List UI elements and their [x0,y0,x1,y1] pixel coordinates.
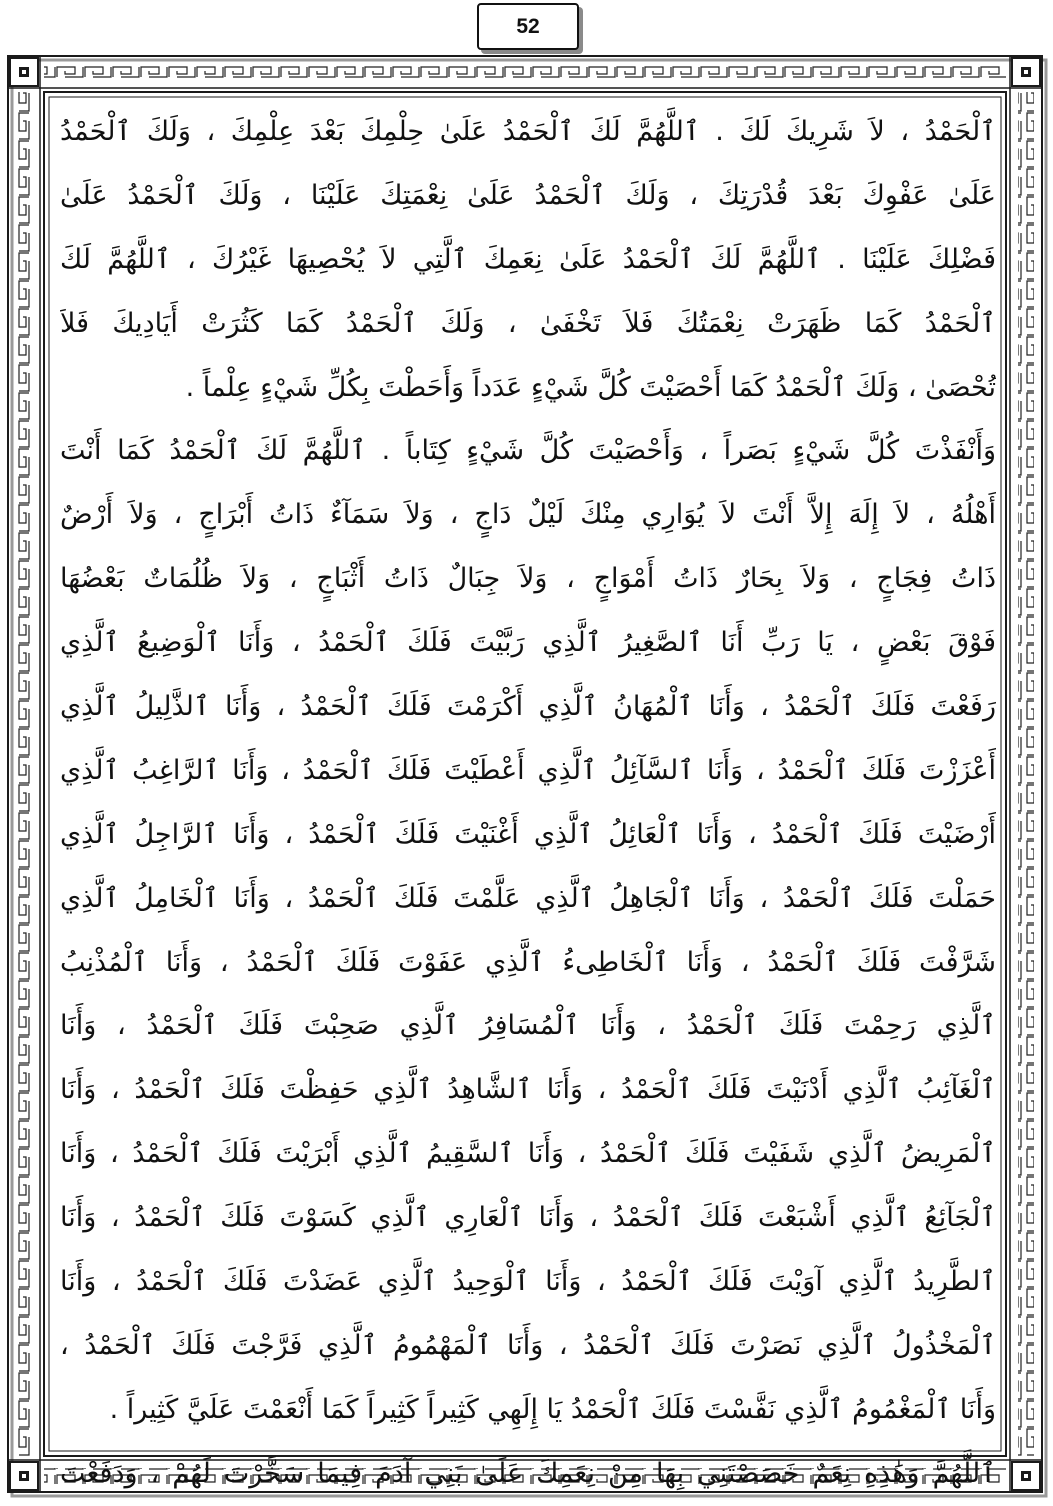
text-line: أَهْلُهُ ، لاَ إِلَهَ إِلاَّ أَنْتَ لاَ يُوَارِي مِنْكَ لَيْلٌ دَاجٍ ، وَلاَ سَمَآءٌ ذَاتُ أَبْرَاجٍ ، وَلاَ أَرْضٌ [60,499,996,531]
prayer-text-block [60,100,996,1489]
text-line: تُحْصَىٰ ، وَلَكَ ٱلْحَمْدُ كَمَا أَحْصَيْتَ كُلَّ شَيْءٍ عَدَداً وَأَحَطْتَ بِكُلِّ شَيْءٍ عِلْماً . [185,371,996,403]
text-line: ٱلْمَخْذُولُ ٱلَّذِي نَصَرْتَ فَلَكَ ٱلْحَمْدُ ، وَأَنَا ٱلْمَهْمُومُ ٱلَّذِي فَرَّجْتَ فَلَكَ ٱلْحَمْدُ ، [60,1329,996,1361]
text-line: ٱلْغَآئِبُ ٱلَّذِي أَدْنَيْتَ فَلَكَ ٱلْحَمْدُ ، وَأَنَا ٱلشَّاهِدُ ٱلَّذِي حَفِظْتَ فَلَكَ ٱلْحَمْدُ ، وَأَنَا [60,1074,996,1106]
text-line: حَمَلْتَ فَلَكَ ٱلْحَمْدُ ، وَأَنَا ٱلْجَاهِلُ ٱلَّذِي عَلَّمْتَ فَلَكَ ٱلْحَمْدُ ، وَأَنَا ٱلْخَامِلُ ٱلَّذِي [60,882,996,914]
corner-ornament [1012,58,1040,86]
text-line: ٱلَّذِي رَحِمْتَ فَلَكَ ٱلْحَمْدُ ، وَأَنَا ٱلْمُسَافِرُ ٱلَّذِي صَحِبْتَ فَلَكَ ٱلْحَمْدُ ، وَأَنَا [60,1010,996,1042]
text-line: وَأَنْفَذْتَ كُلَّ شَيْءٍ بَصَراً ، وَأَحْصَيْتَ كُلَّ شَيْءٍ كِتَاباً . ٱللَّهُمَّ لَكَ ٱلْحَمْدُ كَمَا أَنْتَ [60,435,996,467]
text-line: أَرْضَيْتَ فَلَكَ ٱلْحَمْدُ ، وَأَنَا ٱلْعَائِلُ ٱلَّذِي أَغْنَيْتَ فَلَكَ ٱلْحَمْدُ ، وَأَنَا ٱلرَّاجِلُ ٱلَّذِي [60,818,996,850]
text-line: ٱلْمَرِيضُ ٱلَّذِي شَفَيْتَ فَلَكَ ٱلْحَمْدُ ، وَأَنَا ٱلسَّقِيمُ ٱلَّذِي أَبْرَيْتَ فَلَكَ ٱلْحَمْدُ ، وَأَنَا [60,1138,996,1170]
text-line: رَفَعْتَ فَلَكَ ٱلْحَمْدُ ، وَأَنَا ٱلْمُهَانُ ٱلَّذِي أَكْرَمْتَ فَلَكَ ٱلْحَمْدُ ، وَأَنَا ٱلذَّلِيلُ ٱلَّذِي [60,691,996,723]
text-line: ٱللَّهُمَّ وَهَٰذِهِ نِعَمٌ خَصَصْتَنِي بِهَا مِنْ نِعَمِكَ عَلَىٰ بَنِي آدَمَ فِيمَا سَخَّرْتَ لَهُمْ ، وَدَفَعْتَ [60,1457,996,1489]
text-line: ٱلْجَآئِعُ ٱلَّذِي أَشْبَعْتَ فَلَكَ ٱلْحَمْدُ ، وَأَنَا ٱلْعَارِي ٱلَّذِي كَسَوْتَ فَلَكَ ٱلْحَمْدُ ، وَأَنَا [60,1202,996,1234]
text-line: وَأَنَا ٱلْمَغْمُومُ ٱلَّذِي نَفَّسْتَ فَلَكَ ٱلْحَمْدُ يَا إِلَهِي كَثِيراً كَثِيراً كَمَا أَنْعَمْتَ عَلَيَّ كَثِيراً . [109,1393,996,1425]
text-line: عَلَىٰ عَفْوِكَ بَعْدَ قُدْرَتِكَ ، وَلَكَ ٱلْحَمْدُ عَلَىٰ نِعْمَتِكَ عَلَيْنَا ، وَلَكَ ٱلْحَمْدُ عَلَىٰ [60,179,996,211]
text-line: ذَاتُ فِجَاجٍ ، وَلاَ بِحَارٌ ذَاتُ أَمْوَاجٍ ، وَلاَ جِبَالٌ ذَاتُ أَثْبَاجٍ ، وَلاَ ظُلُمَاتٌ بَعْضُهَا [60,563,996,595]
text-line: شَرَّفْتَ فَلَكَ ٱلْحَمْدُ ، وَأَنَا ٱلْخَاطِىءُ ٱلَّذِي عَفَوْتَ فَلَكَ ٱلْحَمْدُ ، وَأَنَا ٱلْمُذْنِبُ [60,946,996,978]
corner-ornament [10,58,38,86]
text-line: فَوْقَ بَعْضٍ ، يَا رَبِّ أَنَا ٱلصَّغِيرُ ٱلَّذِي رَبَّيْتَ فَلَكَ ٱلْحَمْدُ ، وَأَنَا ٱلْوَضِيعُ ٱلَّذِي [60,627,996,659]
corner-ornament [1012,1462,1040,1490]
text-line: ٱلطَّرِيدُ ٱلَّذِي آوَيْتَ فَلَكَ ٱلْحَمْدُ ، وَأَنَا ٱلْوَحِيدُ ٱلَّذِي عَضَدْتَ فَلَكَ ٱلْحَمْدُ ، وَأَنَا [60,1266,996,1298]
text-line: فَضْلِكَ عَلَيْنَا . ٱللَّهُمَّ لَكَ ٱلْحَمْدُ عَلَىٰ نِعَمِكَ ٱلَّتِي لاَ يُحْصِيهَا غَيْرُكَ ، ٱللَّهُمَّ لَكَ [60,243,996,275]
page-number: 52 [477,3,579,50]
text-line: ٱلْحَمْدُ ، لاَ شَرِيكَ لَكَ . ٱللَّهُمَّ لَكَ ٱلْحَمْدُ عَلَىٰ حِلْمِكَ بَعْدَ عِلْمِكَ ، وَلَكَ ٱلْحَمْدُ [60,116,996,147]
corner-ornament [10,1462,38,1490]
text-line: أَعْزَزْتَ فَلَكَ ٱلْحَمْدُ ، وَأَنَا ٱلسَّآئِلُ ٱلَّذِي أَعْطَيْتَ فَلَكَ ٱلْحَمْدُ ، وَأَنَا ٱلرَّاغِبُ ٱلَّذِي [60,754,996,786]
text-line: ٱلْحَمْدُ كَمَا ظَهَرَتْ نِعْمَتُكَ فَلاَ تَخْفَىٰ ، وَلَكَ ٱلْحَمْدُ كَمَا كَثُرَتْ أَيَادِيكَ فَلاَ [60,307,996,339]
